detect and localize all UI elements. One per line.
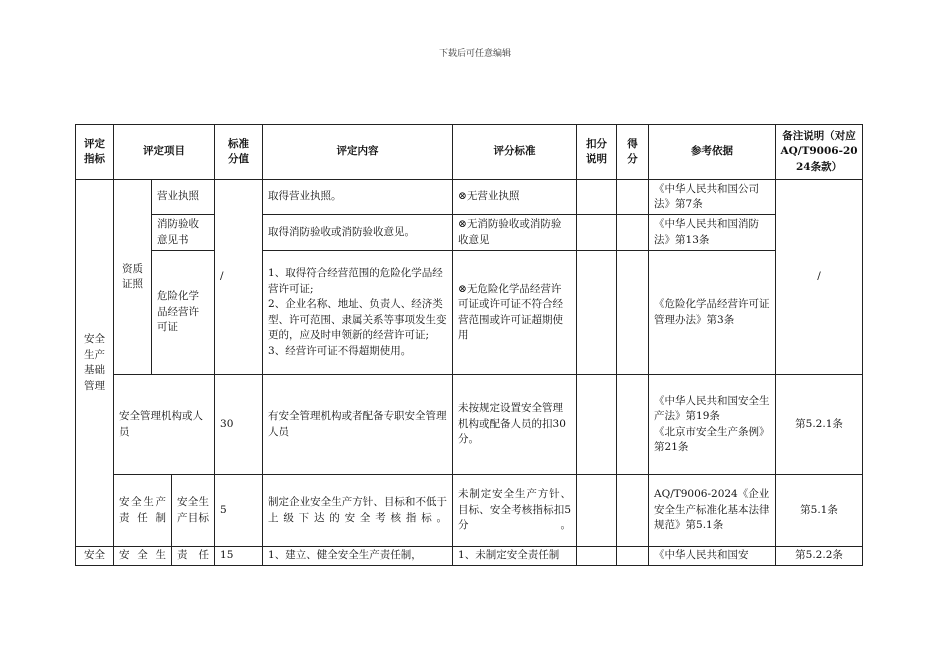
table-header-row [76, 125, 863, 180]
score-cell: 5 [215, 475, 263, 547]
content-cell: 制定企业安全生产方针、目标和不低于上级下达的安全考核指标。 [263, 475, 453, 547]
criteria-cell: 未制定安全生产方针、目标、安全考核指标扣5分。 [453, 475, 577, 547]
indicator-cell: 安全 生产 基础 管理 [76, 180, 114, 547]
get-cell [617, 375, 649, 475]
content-cell: 1、建立、健全安全生产责任制， [263, 547, 453, 566]
remark-cell: / [776, 180, 863, 375]
criteria-cell: 未按规定设置安全管理机构或配备人员的扣30分。 [453, 375, 577, 475]
table-row [76, 251, 863, 375]
header-content: 评定内容 [263, 125, 453, 180]
basis-cell: 《中华人民共和国安全生产法》第19条 《北京市安全生产条例》第21条 [649, 375, 776, 475]
get-cell [617, 475, 649, 547]
get-cell [617, 180, 649, 215]
score-cell: / [215, 180, 263, 375]
criteria-cell: ⊗无营业执照 [453, 180, 577, 215]
header-score: 标准 分值 [215, 125, 263, 180]
basis-cell: 《中华人民共和国公司法》第7条 [649, 180, 776, 215]
sub-item: 安全生产目标 [172, 475, 215, 547]
header-deduct: 扣分 说明 [577, 125, 617, 180]
get-cell [617, 215, 649, 251]
deduct-cell [577, 215, 617, 251]
sub-item: 营业执照 [152, 180, 215, 215]
content-cell: 1、取得符合经营范围的危险化学品经营许可证; 2、企业名称、地址、负责人、经济类型、许可范围、隶属关系等事项发生变更的，应及时申领新的经营许可证; 3、经营许可证不得超期使用。 [263, 251, 453, 375]
criteria-cell: 1、未制定安全责任制 [453, 547, 577, 566]
criteria-cell: ⊗无危险化学品经营许可证或许可证不符合经营范围或许可证超期使用 [453, 251, 577, 375]
item-cell: 安全生产责任制 [114, 475, 172, 547]
content-cell: 取得营业执照。 [263, 180, 453, 215]
header-get: 得 分 [617, 125, 649, 180]
header-remark: 备注说明（对应AQ/T9006-2024条款） [776, 125, 863, 180]
content-cell: 取得消防验收或消防验收意见。 [263, 215, 453, 251]
remark-cell: 第5.2.1条 [776, 375, 863, 475]
table-row [76, 375, 863, 475]
table-row [76, 180, 863, 215]
get-cell [617, 547, 649, 566]
score-cell: 30 [215, 375, 263, 475]
score-cell: 15 [215, 547, 263, 566]
indicator-cell: 安全 [76, 547, 114, 566]
basis-cell: 《中华人民共和国消防法》第13条 [649, 215, 776, 251]
page-header-note: 下载后可任意编辑 [438, 49, 511, 59]
header-indicator: 评定 指标 [76, 125, 114, 180]
header-criteria: 评分标准 [453, 125, 577, 180]
table-row [76, 475, 863, 547]
deduct-cell [577, 475, 617, 547]
basis-cell: 《危险化学品经营许可证管理办法》第3条 [649, 251, 776, 375]
deduct-cell [577, 180, 617, 215]
sub-item: 消防验收意见书 [152, 215, 215, 251]
remark-cell: 第5.2.2条 [776, 547, 863, 566]
deduct-cell [577, 375, 617, 475]
evaluation-table [75, 124, 863, 566]
table-row [76, 547, 863, 566]
get-cell [617, 251, 649, 375]
header-item: 评定项目 [114, 125, 215, 180]
remark-cell: 第5.1条 [776, 475, 863, 547]
qualification-label: 资质 证照 [114, 180, 152, 375]
sub-item: 危险化学品经营许可证 [152, 251, 215, 375]
basis-cell: AQ/T9006-2024《企业安全生产标准化基本法律规范》第5.1条 [649, 475, 776, 547]
deduct-cell [577, 251, 617, 375]
deduct-cell [577, 547, 617, 566]
item-cell: 安全生 [114, 547, 172, 566]
content-cell: 有安全管理机构或者配备专职安全管理人员 [263, 375, 453, 475]
table-row [76, 215, 863, 251]
item-cell: 安全管理机构或人员 [114, 375, 215, 475]
header-basis: 参考依据 [649, 125, 776, 180]
sub-item: 责任 [172, 547, 215, 566]
basis-cell: 《中华人民共和国安 [649, 547, 776, 566]
criteria-cell: ⊗无消防验收或消防验收意见 [453, 215, 577, 251]
